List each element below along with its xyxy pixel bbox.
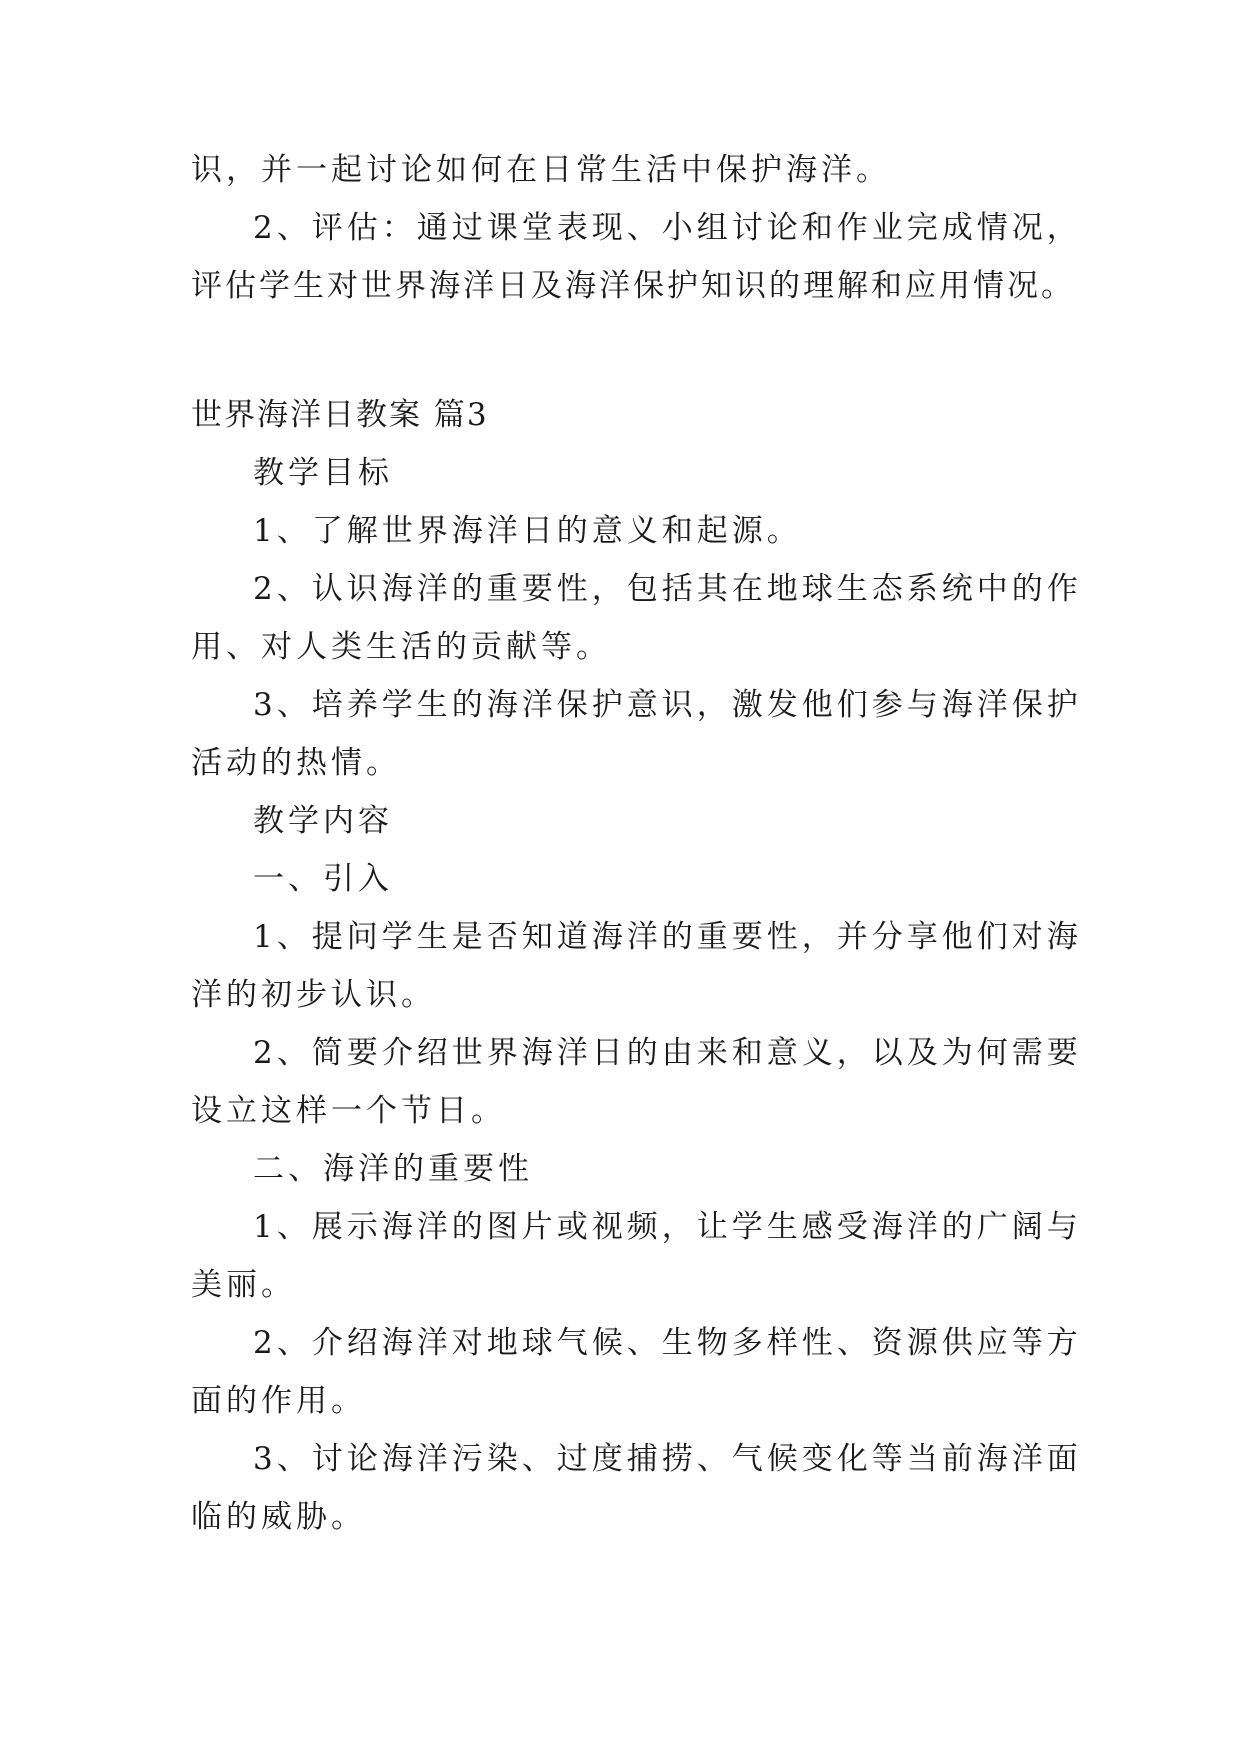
text-line: 3、讨论海洋污染、过度捕捞、气候变化等当前海洋面 (253, 1441, 1082, 1477)
section-title: 世界海洋日教案 篇3 (191, 397, 489, 433)
subheading: 教学目标 (253, 455, 393, 491)
text-line: 1、了解世界海洋日的意义和起源。 (253, 513, 802, 549)
subheading: 一、引入 (253, 861, 393, 897)
text-line: 活动的热情。 (191, 745, 401, 781)
text-line: 洋的初步认识。 (191, 977, 436, 1013)
text-line: 2、认识海洋的重要性，包括其在地球生态系统中的作 (253, 571, 1082, 607)
subheading: 教学内容 (253, 803, 393, 839)
text-line: 评估学生对世界海洋日及海洋保护知识的理解和应用情况。 (191, 268, 1075, 304)
text-line: 识，并一起讨论如何在日常生活中保护海洋。 (191, 152, 891, 188)
text-line: 设立这样一个节日。 (191, 1093, 506, 1129)
text-line: 1、展示海洋的图片或视频，让学生感受海洋的广阔与 (253, 1209, 1082, 1245)
text-line: 2、简要介绍世界海洋日的由来和意义，以及为何需要 (253, 1035, 1082, 1071)
text-line: 2、评估：通过课堂表现、小组讨论和作业完成情况， (253, 210, 1082, 246)
text-line: 面的作用。 (191, 1383, 366, 1419)
text-line: 1、提问学生是否知道海洋的重要性，并分享他们对海 (253, 919, 1082, 955)
text-line: 美丽。 (191, 1267, 296, 1303)
subheading: 二、海洋的重要性 (253, 1151, 533, 1187)
text-line: 3、培养学生的海洋保护意识，激发他们参与海洋保护 (253, 687, 1082, 723)
text-line: 2、介绍海洋对地球气候、生物多样性、资源供应等方 (253, 1325, 1082, 1361)
text-line: 用、对人类生活的贡献等。 (191, 629, 611, 665)
text-line: 临的威胁。 (191, 1499, 366, 1535)
